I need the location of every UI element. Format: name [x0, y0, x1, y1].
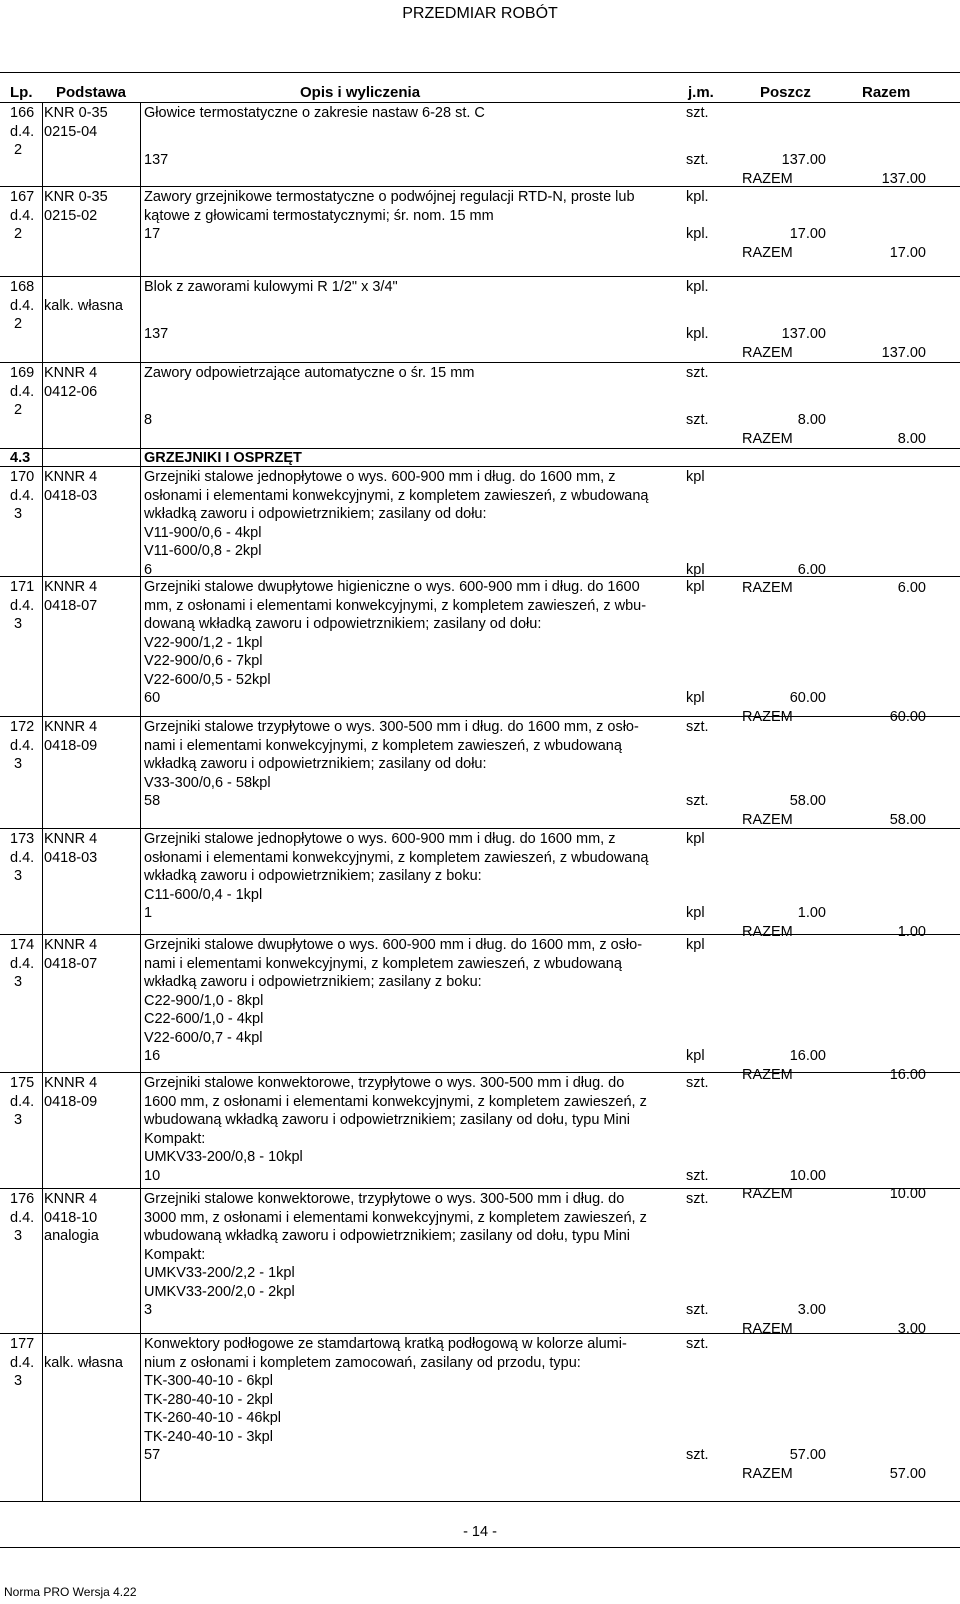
- item-partial-total: 60.00: [789, 690, 826, 706]
- item-basis-code: 0418-10: [44, 1209, 98, 1226]
- row-rule: [0, 1333, 960, 1334]
- item-description-line: TK-240-40-10 - 3kpl: [144, 1428, 273, 1445]
- item-partial-total: 16.00: [789, 1048, 826, 1064]
- item-total: 8.00: [897, 430, 926, 447]
- item-lp: 175: [10, 1075, 35, 1091]
- item-quantity: 17: [144, 226, 161, 242]
- item-lp-chapter: d.4.: [10, 737, 35, 754]
- item-description-line: Blok z zaworami kulowymi R 1/2" x 3/4": [144, 279, 398, 295]
- item-quantity-unit: kpl.: [686, 326, 709, 342]
- item-description-line: Grzejniki stalowe jednopłytowe o wys. 600-900 mm i dług. do 1600 mm, z: [144, 831, 616, 847]
- item-lp-sub: 3: [14, 974, 23, 990]
- item-total: 137.00: [881, 170, 926, 187]
- item-lp-sub: 3: [14, 1112, 23, 1128]
- item-quantity-unit: szt.: [686, 1167, 709, 1184]
- item-quantity-unit: kpl: [686, 1048, 705, 1064]
- item-description-line: Zawory odpowietrzające automatyczne o śr. 15 mm: [144, 365, 475, 381]
- item-partial-total: 137.00: [781, 326, 826, 342]
- item-total: 10.00: [889, 1186, 926, 1202]
- item-lp: 168: [10, 279, 35, 295]
- item-total: 6.00: [897, 580, 926, 596]
- item-total: 57.00: [889, 1465, 926, 1482]
- item-description-line: osłonami i elementami konwekcyjnymi, z kompletem zawieszeń, z wbudowaną: [144, 487, 649, 504]
- item-basis-code: 0215-02: [44, 207, 98, 224]
- item-description-line: kątowe z głowicami termostatycznymi; śr. nom. 15 mm: [144, 207, 494, 224]
- item-lp-sub: 3: [14, 1373, 23, 1389]
- item-lp: 169: [10, 365, 35, 381]
- item-basis: KNNR 4: [44, 831, 98, 847]
- page-title: PRZEDMIAR ROBÓT: [402, 5, 558, 22]
- item-total-label: RAZEM: [742, 170, 793, 187]
- item-lp-sub: 2: [14, 142, 23, 158]
- item-description-line: V11-600/0,8 - 2kpl: [144, 543, 262, 559]
- item-lp: 173: [10, 831, 35, 847]
- item-partial-total: 17.00: [789, 226, 826, 242]
- item-description-line: V22-900/1,2 - 1kpl: [144, 634, 263, 651]
- item-partial-total: 8.00: [797, 412, 826, 428]
- item-basis: KNNR 4: [44, 937, 98, 953]
- item-basis-code: 0418-03: [44, 487, 98, 504]
- item-lp-sub: 3: [14, 1228, 23, 1244]
- item-total: 17.00: [889, 244, 926, 261]
- item-quantity-unit: szt.: [686, 1447, 709, 1463]
- item-quantity: 60: [144, 690, 161, 706]
- item-partial-total: 3.00: [797, 1302, 826, 1318]
- item-total-label: RAZEM: [742, 430, 793, 447]
- item-description-line: dowaną wkładką zaworu i odpowietrznikiem; zasilany od dołu:: [144, 616, 542, 632]
- item-total-label: RAZEM: [742, 1066, 793, 1083]
- item-quantity: 58: [144, 793, 161, 809]
- item-lp-chapter: d.4.: [10, 597, 35, 614]
- item-lp: 167: [10, 189, 35, 205]
- item-lp-sub: 3: [14, 506, 23, 522]
- item-lp: 172: [10, 719, 35, 735]
- item-total: 1.00: [897, 923, 926, 940]
- item-partial-total: 57.00: [789, 1447, 826, 1463]
- item-description-line: Grzejniki stalowe trzypłytowe o wys. 300-500 mm i dług. do 1600 mm, z osło-: [144, 719, 639, 735]
- item-total-label: RAZEM: [742, 1465, 793, 1482]
- item-lp: 174: [10, 937, 35, 953]
- item-description-line: C22-900/1,0 - 8kpl: [144, 992, 264, 1009]
- item-total-label: RAZEM: [742, 811, 793, 828]
- item-description-line: Grzejniki stalowe konwektorowe, trzypłytowe o wys. 300-500 mm i dług. do: [144, 1191, 625, 1207]
- item-basis-code: kalk. własna: [44, 1354, 123, 1371]
- item-quantity-unit: szt.: [686, 793, 709, 809]
- item-partial-total: 1.00: [797, 905, 826, 921]
- item-basis-code: kalk. własna: [44, 297, 123, 314]
- row-rule: [0, 716, 960, 717]
- item-quantity: 57: [144, 1447, 161, 1463]
- item-description-line: C22-600/1,0 - 4kpl: [144, 1011, 264, 1027]
- item-description-line: nami i elementami konwekcyjnymi, z kompletem zawieszeń, z wbudowaną: [144, 737, 622, 754]
- item-description-line: wkładką zaworu i odpowietrznikiem; zasilany z boku:: [144, 974, 482, 990]
- item-total: 16.00: [889, 1066, 926, 1083]
- item-description-line: TK-300-40-10 - 6kpl: [144, 1373, 273, 1389]
- item-description-line: Grzejniki stalowe dwupłytowe higieniczne o wys. 600-900 mm i dług. do 1600: [144, 579, 640, 595]
- item-description-line: V33-300/0,6 - 58kpl: [144, 774, 271, 791]
- item-quantity-unit: szt.: [686, 1302, 709, 1318]
- column-divider: [42, 102, 43, 1501]
- row-rule: [0, 828, 960, 829]
- item-lp-sub: 3: [14, 616, 23, 632]
- item-description-line: wkładką zaworu i odpowietrznikiem; zasilany od dołu:: [144, 506, 487, 522]
- item-basis: KNNR 4: [44, 719, 98, 735]
- item-basis: KNNR 4: [44, 365, 98, 381]
- item-lp-sub: 2: [14, 402, 23, 418]
- item-lp: 176: [10, 1191, 35, 1207]
- table-bottom-rule: [0, 1501, 960, 1502]
- item-basis: KNNR 4: [44, 1075, 98, 1091]
- item-description-line: osłonami i elementami konwekcyjnymi, z kompletem zawieszeń, z wbudowaną: [144, 849, 649, 866]
- item-lp-chapter: d.4.: [10, 207, 35, 224]
- row-rule: [0, 1072, 960, 1073]
- item-description-line: nium z osłonami i kompletem zamocowań, zasilany od przodu, typu:: [144, 1354, 581, 1371]
- item-partial-total: 137.00: [781, 152, 826, 168]
- item-lp: 177: [10, 1336, 35, 1352]
- item-description-line: Kompakt:: [144, 1130, 206, 1147]
- section-title: GRZEJNIKI I OSPRZĘT: [144, 450, 302, 466]
- header-opis: Opis i wyliczenia: [300, 84, 421, 101]
- item-unit: szt.: [686, 1191, 709, 1207]
- item-lp-sub: 3: [14, 868, 23, 884]
- item-description-line: nami i elementami konwekcyjnymi, z kompletem zawieszeń, z wbudowaną: [144, 955, 622, 972]
- column-divider: [140, 102, 141, 1501]
- header-top-rule: [0, 72, 960, 73]
- item-description-line: Konwektory podłogowe ze stamdartową kratką podłogową w kolorze alumi-: [144, 1336, 627, 1352]
- item-lp-chapter: d.4.: [10, 297, 35, 314]
- item-lp: 170: [10, 469, 35, 485]
- software-version: Norma PRO Wersja 4.22: [4, 1585, 137, 1599]
- item-unit: szt.: [686, 1336, 709, 1352]
- item-quantity-unit: szt.: [686, 152, 709, 168]
- item-quantity: 137: [144, 152, 169, 168]
- item-total: 3.00: [897, 1320, 926, 1337]
- item-quantity: 8: [144, 412, 153, 428]
- header-razem: Razem: [862, 84, 911, 101]
- item-total-label: RAZEM: [742, 708, 793, 725]
- item-basis-code: 0412-06: [44, 383, 98, 400]
- row-rule: [0, 576, 960, 577]
- item-unit: szt.: [686, 365, 709, 381]
- item-description-line: Grzejniki stalowe jednopłytowe o wys. 600-900 mm i dług. do 1600 mm, z: [144, 469, 616, 485]
- item-description-line: TK-280-40-10 - 2kpl: [144, 1391, 273, 1408]
- item-total-label: RAZEM: [742, 1186, 793, 1202]
- item-description-line: 3000 mm, z osłonami i elementami konwekcyjnymi, z kompletem zawieszeń, z: [144, 1209, 647, 1226]
- item-lp-chapter: d.4.: [10, 487, 35, 504]
- item-unit: kpl.: [686, 279, 709, 295]
- item-quantity-unit: szt.: [686, 412, 709, 428]
- item-description-line: V22-600/0,7 - 4kpl: [144, 1029, 263, 1046]
- item-lp-sub: 3: [14, 756, 23, 772]
- item-basis: KNNR 4: [44, 579, 98, 595]
- footer-rule: [0, 1547, 960, 1548]
- item-quantity: 137: [144, 326, 169, 342]
- item-quantity-unit: kpl.: [686, 226, 709, 242]
- header-podstawa: Podstawa: [56, 84, 127, 101]
- item-quantity: 1: [144, 905, 153, 921]
- item-lp-chapter: d.4.: [10, 955, 35, 972]
- header-lp: Lp.: [10, 84, 33, 101]
- item-total-label: RAZEM: [742, 923, 793, 940]
- item-lp: 166: [10, 105, 35, 121]
- item-total-label: RAZEM: [742, 1320, 793, 1337]
- item-unit: kpl.: [686, 189, 709, 205]
- item-unit: kpl: [686, 469, 705, 485]
- item-basis: KNR 0-35: [44, 105, 108, 121]
- item-partial-total: 6.00: [797, 561, 826, 578]
- row-rule: [0, 1188, 960, 1189]
- item-total-label: RAZEM: [742, 344, 793, 361]
- item-unit: szt.: [686, 1075, 709, 1091]
- item-basis: KNR 0-35: [44, 189, 108, 205]
- item-basis: KNNR 4: [44, 1191, 98, 1207]
- section-number: 4.3: [10, 450, 31, 466]
- row-rule: [0, 102, 960, 103]
- item-basis: KNNR 4: [44, 469, 98, 485]
- item-quantity-unit: kpl: [686, 905, 705, 921]
- item-unit: kpl: [686, 937, 705, 953]
- item-description-line: mm, z osłonami i elementami konwekcyjnymi, z kompletem zawieszeń, z wbu-: [144, 597, 647, 614]
- item-lp-chapter: d.4.: [10, 849, 35, 866]
- item-total-label: RAZEM: [742, 580, 793, 596]
- item-basis-note: analogia: [44, 1228, 99, 1244]
- item-total: 137.00: [881, 344, 926, 361]
- item-total-label: RAZEM: [742, 244, 793, 261]
- item-quantity: 3: [144, 1302, 153, 1318]
- item-unit: szt.: [686, 719, 709, 735]
- item-description-line: UMKV33-200/2,0 - 2kpl: [144, 1283, 295, 1300]
- item-total: 60.00: [889, 708, 926, 725]
- item-lp-chapter: d.4.: [10, 1209, 35, 1226]
- header-jm: j.m.: [688, 84, 714, 101]
- item-description-line: wbudowaną wkładką zaworu i odpowietrznikiem; zasilany od dołu, typu Mini: [144, 1112, 630, 1128]
- item-quantity-unit: kpl: [686, 561, 705, 578]
- item-description-line: Grzejniki stalowe dwupłytowe o wys. 600-900 mm i dług. do 1600 mm, z osło-: [144, 937, 643, 953]
- item-description-line: 1600 mm, z osłonami i elementami konwekcyjnymi, z kompletem zawieszeń, z: [144, 1093, 647, 1110]
- item-description-line: wbudowaną wkładką zaworu i odpowietrznikiem; zasilany od dołu, typu Mini: [144, 1228, 630, 1244]
- item-description-line: V22-600/0,5 - 52kpl: [144, 671, 271, 688]
- page-number: - 14 -: [463, 1524, 497, 1540]
- item-description-line: TK-260-40-10 - 46kpl: [144, 1410, 282, 1426]
- item-total: 58.00: [889, 811, 926, 828]
- item-quantity-unit: kpl: [686, 690, 705, 706]
- row-rule: [0, 362, 960, 363]
- item-description-line: V22-900/0,6 - 7kpl: [144, 653, 263, 669]
- item-lp-chapter: d.4.: [10, 383, 35, 400]
- item-description-line: UMKV33-200/2,2 - 1kpl: [144, 1265, 295, 1281]
- item-basis-code: 0215-04: [44, 123, 98, 140]
- item-quantity: 10: [144, 1167, 161, 1184]
- item-description-line: wkładką zaworu i odpowietrznikiem; zasilany od dołu:: [144, 756, 487, 772]
- item-description-line: UMKV33-200/0,8 - 10kpl: [144, 1149, 303, 1165]
- item-description-line: C11-600/0,4 - 1kpl: [144, 886, 263, 903]
- item-quantity: 16: [144, 1048, 161, 1064]
- item-partial-total: 10.00: [789, 1167, 826, 1184]
- item-lp-sub: 2: [14, 226, 23, 242]
- row-rule: [0, 934, 960, 935]
- section-rule: [0, 448, 960, 449]
- item-lp-sub: 2: [14, 316, 23, 332]
- row-rule: [0, 276, 960, 277]
- item-description-line: Kompakt:: [144, 1246, 206, 1263]
- item-description-line: Głowice termostatyczne o zakresie nastaw 6-28 st. C: [144, 105, 485, 121]
- item-lp: 171: [10, 579, 35, 595]
- item-description-line: Zawory grzejnikowe termostatyczne o podwójnej regulacji RTD-N, proste lub: [144, 189, 635, 205]
- item-lp-chapter: d.4.: [10, 1093, 35, 1110]
- item-unit: kpl: [686, 831, 705, 847]
- item-basis-code: 0418-09: [44, 1093, 98, 1110]
- item-description-line: V11-900/0,6 - 4kpl: [144, 524, 262, 541]
- item-partial-total: 58.00: [789, 793, 826, 809]
- item-quantity: 6: [144, 561, 153, 578]
- item-lp-chapter: d.4.: [10, 1354, 35, 1371]
- item-basis-code: 0418-03: [44, 849, 98, 866]
- row-rule: [0, 186, 960, 187]
- item-description-line: Grzejniki stalowe konwektorowe, trzypłytowe o wys. 300-500 mm i dług. do: [144, 1075, 625, 1091]
- item-basis-code: 0418-07: [44, 597, 98, 614]
- item-unit: kpl: [686, 579, 705, 595]
- row-rule: [0, 466, 960, 467]
- item-lp-chapter: d.4.: [10, 123, 35, 140]
- item-unit: szt.: [686, 105, 709, 121]
- item-basis-code: 0418-09: [44, 737, 98, 754]
- header-poszcz: Poszcz: [760, 84, 811, 101]
- item-basis-code: 0418-07: [44, 955, 98, 972]
- item-description-line: wkładką zaworu i odpowietrznikiem; zasilany z boku:: [144, 868, 482, 884]
